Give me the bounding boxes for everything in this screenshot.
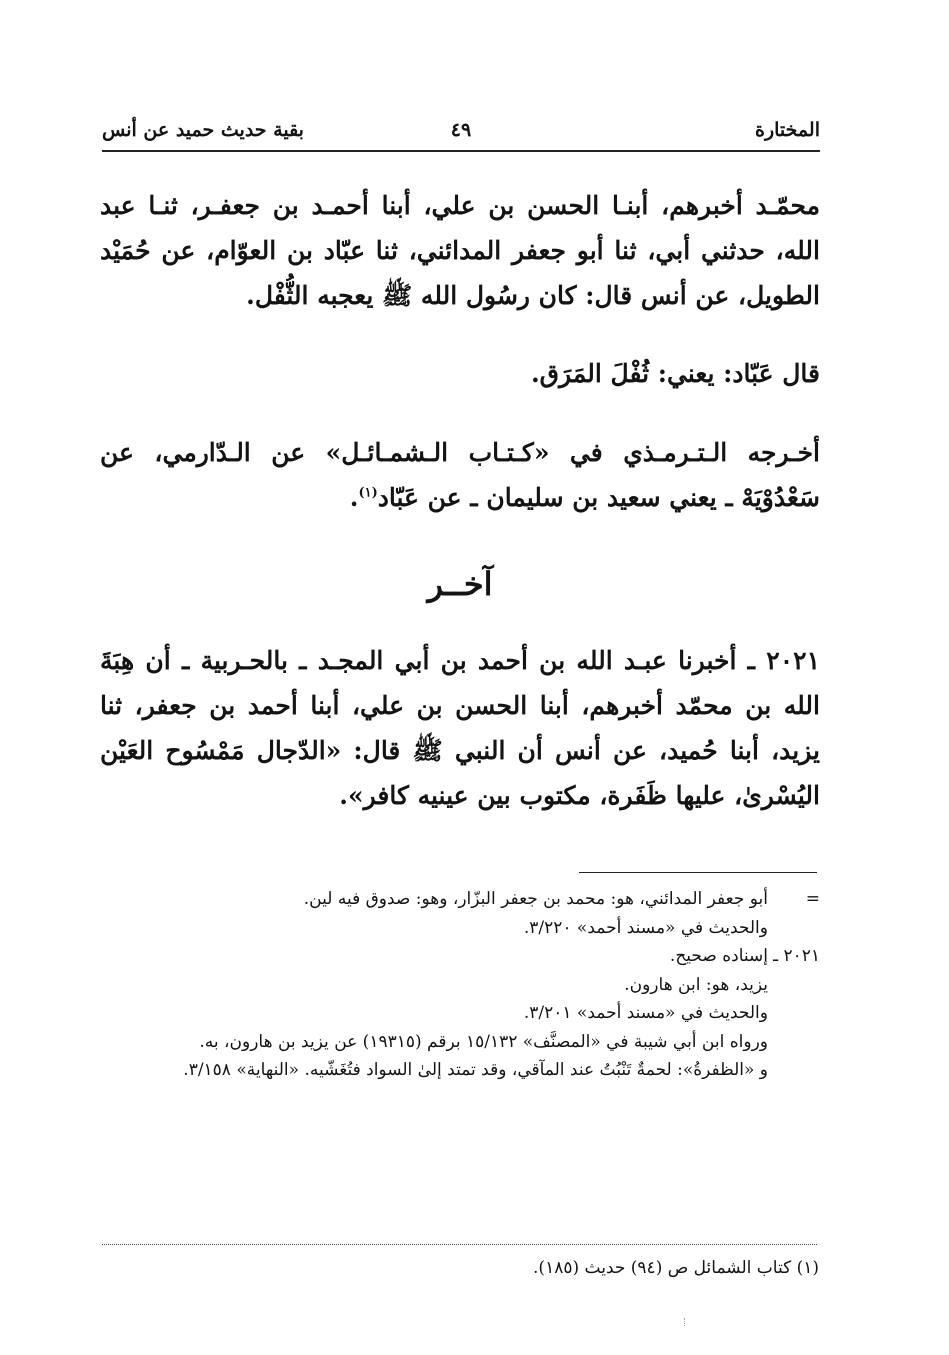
note-line	[100, 914, 820, 943]
footnote-reference: (١)	[358, 485, 378, 501]
note-marker: =	[805, 889, 820, 909]
note-text: أبو جعفر المدائني، هو: محمد بن جعفر البزّار، وهو: صدوق فيه لين.	[303, 889, 768, 909]
note-text: إسناده صحيح.	[669, 946, 768, 966]
note-marker: ٢٠٢١ ـ	[773, 946, 820, 966]
takhrij-end: .	[349, 483, 359, 512]
note-line	[100, 942, 820, 971]
paragraph-hadith-2021: ٢٠٢١ ـ أخبرنا عبـد الله بن أحمد بن أبي المجـد ـ بالحـربية ـ أن هِبَةَ الله بن محمّد أخبرهم، أبنا الحسن بن علي، أبنا أحمد بن جعفر، ثنا يزيد، أبنا حُميد، عن أنس أن النبي ﷺ قال: «الدّجال مَمْسُوح العَيْن اليُسْرىٰ، عليها ظَفَرة، مكتوب بين عينيه كافر».	[100, 646, 820, 810]
header-book-title: المختارة	[755, 119, 820, 141]
note-text: والحديث في «مسند أحمد» ٣/٢٠١.	[523, 1003, 768, 1023]
notes-divider	[579, 872, 817, 873]
note-text: والحديث في «مسند أحمد» ٣/٢٢٠.	[523, 917, 768, 938]
note-line	[100, 1028, 820, 1057]
note-line	[100, 971, 820, 1000]
note-text: و «الظفرةُ»: لحمةٌ تَنْبُتُ عند المآقي، وقد تمتد إلىٰ السواد فتُغَشّيه. «النهاية» ٣/١٥٨.	[183, 1060, 768, 1080]
paragraph-explanation: قال عَبّاد: يعني: ثُفْلَ المَرَق.	[530, 359, 820, 388]
note-text: يزيد، هو: ابن هارون.	[624, 974, 768, 995]
paragraph-hadith-chain: محمّـد أخبرهم، أبنـا الحسن بن علي، أبنا أحمـد بن جعفـر، ثنـا عبد الله، حدثني أبي، ثنا أبو جعفر المدائني، ثنا عبّاد بن العوّام، عن حُمَيْد الطويل، عن أنس قال: كان رسُول الله ﷺ يعجبه الثُّفْل.	[100, 191, 820, 310]
note-text: ورواه ابن أبي شيبة في «المصنَّف» ١٥/١٣٢ برقم (١٩٣١٥) عن يزيد بن هارون، به.	[199, 1031, 768, 1052]
note-line	[100, 885, 820, 914]
section-heading: آخــر	[427, 565, 493, 603]
footnote: (١) كتاب الشمائل ص (٩٤) حديث (١٨٥).	[533, 1258, 819, 1278]
running-header	[102, 112, 820, 146]
editor-notes	[100, 885, 820, 1085]
paragraph-takhrij	[100, 430, 820, 520]
note-line	[100, 1056, 820, 1085]
note-line	[100, 999, 820, 1028]
header-divider	[102, 150, 820, 152]
takhrij-text: أخـرجه الـتـرمـذي في «كـتـاب الـشمـائـل» عن الـدّارمي، عن سَعْدُوْيَهْ ـ يعني سعيد بن سليمان ـ عن عَبّاد	[100, 438, 820, 512]
scan-speck	[684, 1318, 687, 1326]
page-number: ٤٩	[450, 119, 472, 141]
header-section-title: بقية حديث حميد عن أنس	[102, 119, 304, 141]
footnote-divider	[102, 1244, 817, 1245]
